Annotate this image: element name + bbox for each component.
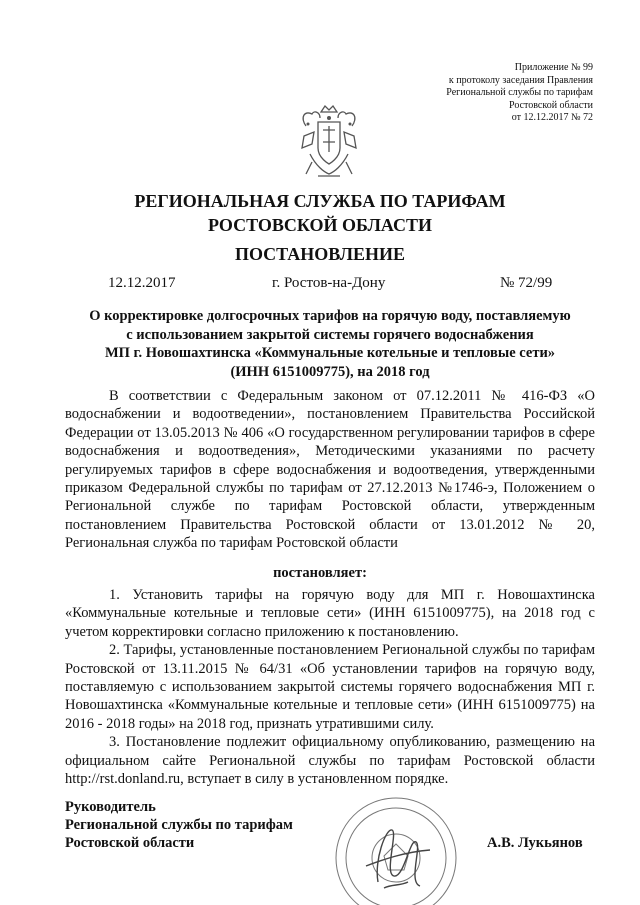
official-seal-icon	[326, 790, 461, 905]
document-subject	[60, 307, 600, 381]
signature-position-line: Руководитель	[65, 799, 156, 815]
appendix-line: Ростовской области	[509, 99, 593, 111]
appendix-note	[353, 62, 593, 125]
resolution-items	[65, 586, 595, 788]
subject-line: МП г. Новошахтинска «Коммунальные котельные и тепловые сети»	[104, 345, 556, 361]
document-number: № 72/99	[500, 275, 553, 291]
signature-block	[65, 798, 293, 852]
document-date: 12.12.2017	[108, 275, 176, 291]
signature-position-line: Ростовской области	[65, 835, 195, 851]
appendix-line: к протоколу заседания Правления	[448, 74, 593, 86]
appendix-line: Приложение № 99	[514, 62, 593, 73]
document-city: г. Ростов-на-Дону	[272, 275, 386, 291]
subject-line: (ИНН 6151009775), на 2018 год	[230, 363, 430, 380]
signature-position-line: Региональной службы по тарифам	[65, 817, 293, 833]
signer-name: А.В. Лукьянов	[487, 835, 583, 851]
appendix-line: от 12.12.2017 № 72	[511, 112, 593, 124]
org-line: РОСТОВСКОЙ ОБЛАСТИ	[208, 215, 432, 235]
resolution-item: 1. Установить тарифы на горячую воду для МП г. Новошахтинска «Коммунальные котельные и тепловые сети» (ИНН 6151009775), на 2018 год с учетом корректировки согласно приложению к постановлению.	[65, 587, 595, 640]
organization-title	[60, 189, 580, 237]
subject-line: О корректировке долгосрочных тарифов на горячую воду, поставляемую	[89, 308, 571, 324]
resolution-heading: постановляет:	[273, 565, 367, 581]
coat-of-arms-icon	[298, 102, 360, 182]
resolution-item: 3. Постановление подлежит официальному опубликованию, размещению на официальном сайте Региональной службы по тарифам Ростовской области http://rst.donland.ru, вступает в силу в установленном порядке.	[65, 734, 595, 788]
basis-paragraph: В соответствии с Федеральным законом от 07.12.2011 № 416-ФЗ «О водоснабжении и водоотведении», постановлением Правительства Российской Федерации от 13.05.2013 № 406 «О государственном регулировании тарифов в сфере водоснабжения и водоотведения», Методическими указаниями по расчету регулируемых тарифов в сфере водоснабжения и водоотведения, утвержденными приказом Федеральной службы по тарифам от 27.12.2013 №1746-э, Положением о Региональной службе по тарифам Ростовской области, утвержденным постановлением Правительства Ростовской области от 13.01.2012 № 20, Региональная служба по тарифам Ростовской области	[65, 388, 595, 552]
document-type: ПОСТАНОВЛЕНИЕ	[234, 244, 406, 264]
org-line: РЕГИОНАЛЬНАЯ СЛУЖБА ПО ТАРИФАМ	[134, 191, 506, 211]
appendix-line: Региональной службы по тарифам	[446, 87, 593, 99]
resolution-item: 2. Тарифы, установленные постановлением Региональной службы по тарифам Ростовской от 13.11.2015 № 64/31 «Об установлении тарифов на горячую воду, поставляемую с использованием закрытой системы горячего водоснабжения МП г. Новошахтинска «Коммунальные котельные и тепловые сети» (ИНН 6151009775) на 2016 - 2018 годы» на 2018 год, признать утратившими силу.	[65, 642, 595, 732]
subject-line: с использованием закрытой системы горячего водоснабжения	[126, 326, 534, 343]
